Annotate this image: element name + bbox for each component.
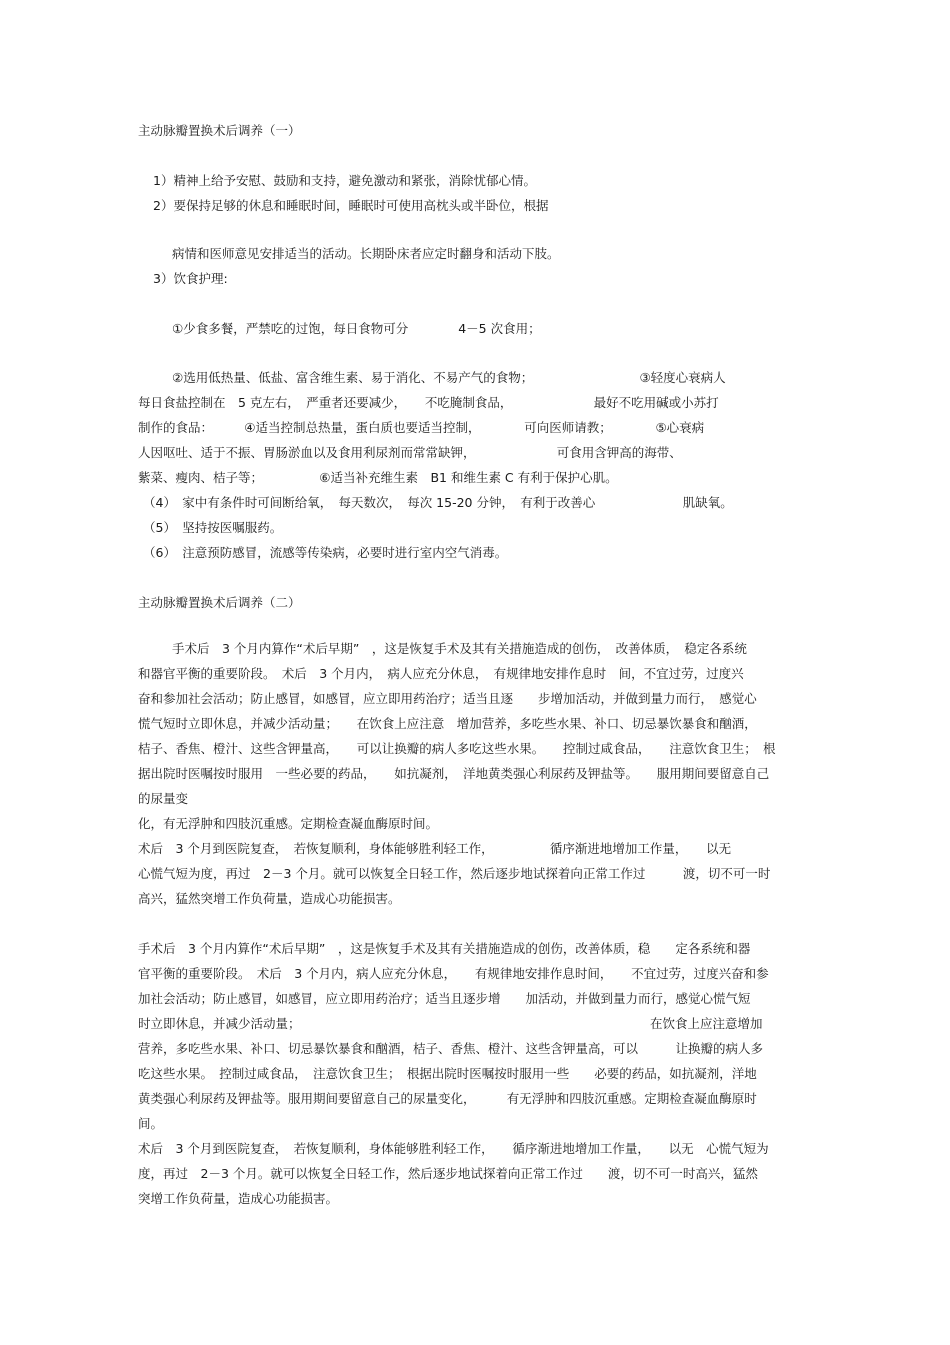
- paragraph-line: 度，再过 2－3 个月。就可以恢复全日轻工作，然后逐步地试探着向正常工作过 渡，切不可一时高兴，猛然: [138, 1166, 758, 1181]
- paragraph-line: 官平衡的重要阶段。 术后 3 个月内，病人应充分休息， 有规律地安排作息时间， 不宜过劳，过度兴奋和参: [138, 966, 769, 981]
- paragraph-line: 和器官平衡的重要阶段。 术后 3 个月内， 病人应充分休息， 有规律地安排作息时 间，不宜过劳，过度兴: [138, 666, 744, 681]
- paragraph-line: 据出院时医嘱按时服用 一些必要的药品， 如抗凝剂， 洋地黄类强心利尿药及钾盐等。 服用期间要留意自己: [138, 766, 770, 781]
- paragraph-line: 黄类强心利尿药及钾盐等。服用期间要留意自己的尿量变化， 有无浮肿和四肢沉重感。定期检查凝血酶原时: [138, 1091, 757, 1106]
- paragraph-line: 营养，多吃些水果、补口、切忌暴饮暴食和酗酒，桔子、香焦、橙汁、这些含钾量高，可以 让换瓣的病人多: [138, 1041, 764, 1056]
- list-item: （5） 坚持按医嘱服药。: [143, 520, 283, 535]
- paragraph-line: 时立即休息，并减少活动量；: [138, 1016, 301, 1031]
- paragraph-line: 突增工作负荷量，造成心功能损害。: [138, 1191, 339, 1206]
- paragraph-line: 在饮食上应注意增加: [650, 1016, 763, 1031]
- paragraph-line: 病情和医师意见安排适当的活动。长期卧床者应定时翻身和活动下肢。: [172, 246, 560, 261]
- paragraph-line: 手术后 3 个月内算作“术后早期” ，这是恢复手术及其有关措施造成的创伤， 改善体质， 稳定各系统: [172, 641, 747, 656]
- list-item: 1）精神上给予安慰、鼓励和支持，避免激动和紧张，消除忧郁心情。: [153, 173, 536, 188]
- paragraph-line: 慌气短时立即休息，并减少活动量； 在饮食上应注意 增加营养，多吃些水果、补口、切忌暴饮暴食和酗酒，: [138, 716, 757, 731]
- paragraph-line: 术后 3 个月到医院复查， 若恢复顺利，身体能够胜利轻工作， 循序渐进地增加工作量， 以无: [138, 841, 732, 856]
- list-item: 2）要保持足够的休息和睡眠时间，睡眠时可使用高枕头或半卧位，根据: [153, 198, 549, 213]
- paragraph-line: 加社会活动；防止感冒，如感冒，应立即用药治疗；适当且逐步增 加活动，并做到量力而行，感觉心慌气短: [138, 991, 751, 1006]
- paragraph-line: 间。: [138, 1116, 164, 1131]
- paragraph-line: 每日食盐控制在 5 克左右， 严重者还要减少， 不吃腌制食品， 最好不吃用碱或小苏打: [138, 395, 719, 410]
- paragraph-line: 紫菜、瘦肉、桔子等； ⑥适当补充维生素 B1 和维生素 C 有利于保护心肌。: [138, 470, 618, 485]
- section-title: 主动脉瓣置换术后调养（二）: [138, 595, 301, 610]
- paragraph-line: 心慌气短为度，再过 2－3 个月。就可以恢复全日轻工作，然后逐步地试探着向正常工作过 渡，切不可一时: [138, 866, 771, 881]
- paragraph-line: 桔子、香焦、橙汁、这些含钾量高， 可以让换瓣的病人多吃这些水果。 控制过咸食品， 注意饮食卫生； 根: [138, 741, 776, 756]
- paragraph-line: 奋和参加社会活动；防止感冒，如感冒，应立即用药治疗；适当且逐 步增加活动，并做到量力而行， 感觉心: [138, 691, 757, 706]
- paragraph-line: 吃这些水果。 控制过咸食品， 注意饮食卫生； 根据出院时医嘱按时服用一些 必要的药品，如抗凝剂，洋地: [138, 1066, 757, 1081]
- list-item: ①少食多餐，严禁吃的过饱，每日食物可分 4－5 次食用；: [172, 321, 541, 336]
- paragraph-line: 人因呕吐、适于不振、胃肠淤血以及食用利尿剂而常常缺钾， 可食用含钾高的海带、: [138, 445, 682, 460]
- paragraph-line: 手术后 3 个月内算作“术后早期” ，这是恢复手术及其有关措施造成的创伤，改善体质，稳 定各系统和器: [138, 941, 751, 956]
- list-item: 3）饮食护理:: [153, 271, 228, 286]
- list-item: （4） 家中有条件时可间断给氧， 每天数次， 每次 15-20 分钟， 有利于改善心 肌缺氧。: [143, 495, 733, 510]
- list-item: （6） 注意预防感冒，流感等传染病，必要时进行室内空气消毒。: [143, 545, 508, 560]
- paragraph-line: 术后 3 个月到医院复查， 若恢复顺利，身体能够胜利轻工作， 循序渐进地增加工作量， 以无 心慌气短为: [138, 1141, 769, 1156]
- paragraph-line: ②选用低热量、低盐、富含维生素、易于消化、不易产气的食物； ③轻度心衰病人: [172, 370, 726, 385]
- paragraph-line: 制作的食品： ④适当控制总热量，蛋白质也要适当控制， 可向医师请教； ⑤心衰病: [138, 420, 705, 435]
- section-title: 主动脉瓣置换术后调养（一）: [138, 123, 301, 138]
- paragraph-line: 的尿量变: [138, 791, 189, 806]
- paragraph-line: 化，有无浮肿和四肢沉重感。定期检查凝血酶原时间。: [138, 816, 439, 831]
- paragraph-line: 高兴，猛然突增工作负荷量，造成心功能损害。: [138, 891, 401, 906]
